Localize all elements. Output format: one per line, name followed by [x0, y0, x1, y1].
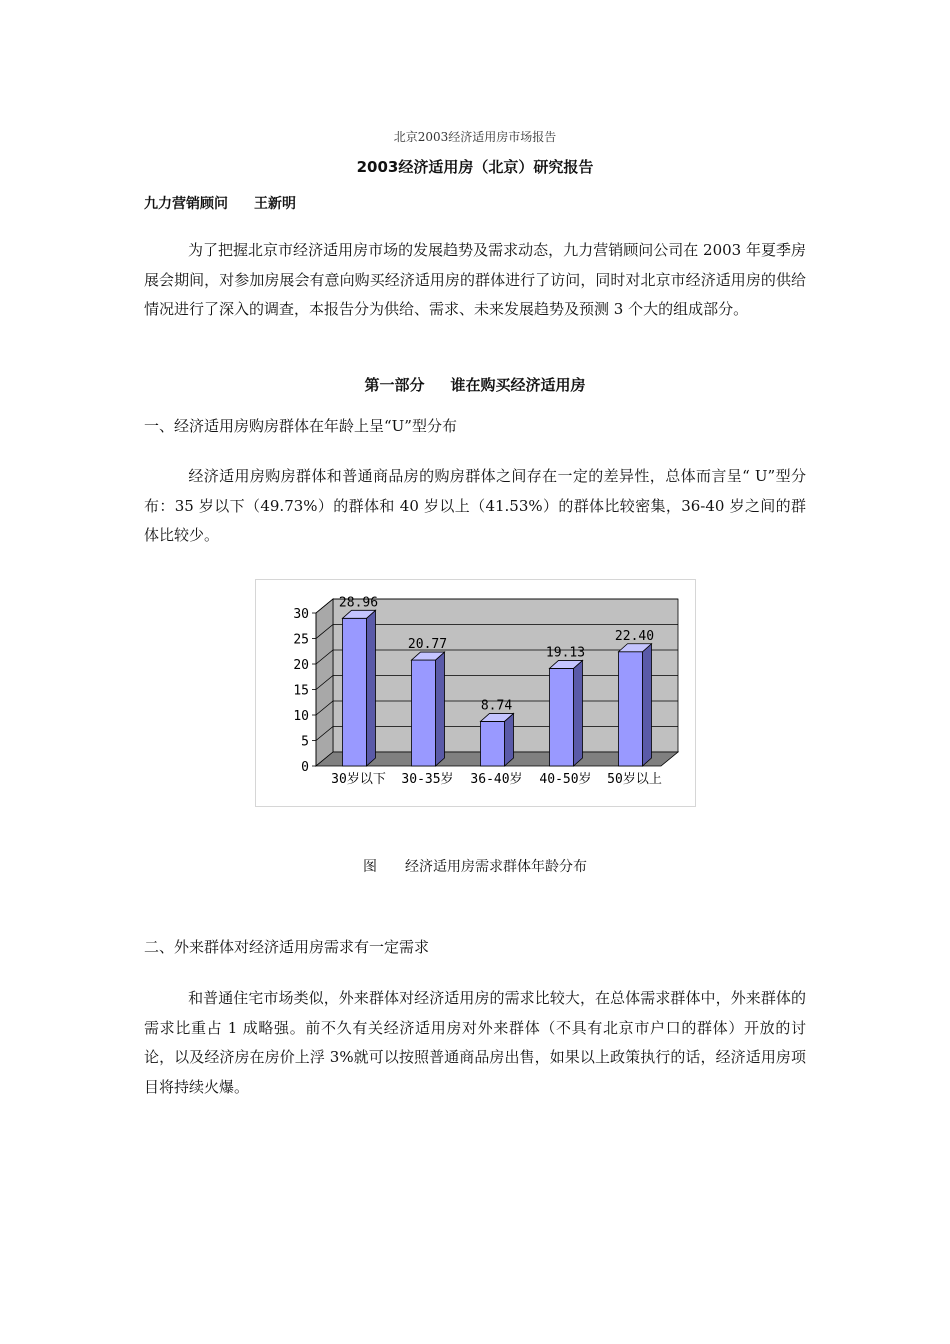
intro-paragraph — [144, 236, 806, 325]
data-label: 20.77 — [407, 637, 448, 653]
section-name: 谁在购买经济适用房 — [450, 376, 586, 394]
data-label: 22.40 — [614, 628, 655, 644]
author-name: 王新明 — [254, 196, 296, 212]
section-part: 第一部分 — [364, 376, 425, 394]
y-tick-label: 10 — [293, 709, 309, 724]
x-tick-label: 40-50岁 — [539, 772, 592, 787]
section-title — [0, 374, 950, 395]
x-tick-label: 30-35岁 — [401, 772, 454, 787]
chart-svg — [256, 580, 695, 806]
age-paragraph — [144, 462, 806, 551]
bar-side — [643, 644, 652, 766]
heading-migrant-demand: 二、外来群体对经济适用房需求有一定需求 — [144, 938, 430, 956]
figure-caption — [0, 856, 950, 876]
caption-text: 经济适用房需求群体年龄分布 — [405, 859, 587, 875]
report-title: 2003经济适用房（北京）研究报告 — [356, 158, 594, 176]
migrant-paragraph-text: 和普通住宅市场类似，外来群体对经济适用房的需求比较大，在总体需求群体中，外来群体的需求比重占 1 成略强。前不久有关经济适用房对外来群体（不具有北京市户口的群体）开放的讨论，以及经济房在房价上浮 3%就可以按照普通商品房出售，如果以上政策执行的话，经济适用房项目将持续火爆。 — [144, 989, 806, 1096]
bar — [481, 721, 505, 766]
y-tick-label: 15 — [293, 683, 309, 699]
bar-side — [367, 610, 376, 766]
data-label: 19.13 — [545, 645, 586, 661]
author-org: 九力营销顾问 — [144, 196, 228, 212]
migrant-paragraph — [144, 984, 806, 1102]
bar — [412, 660, 436, 766]
bar-side — [505, 713, 514, 766]
age-bar-chart — [255, 579, 696, 807]
age-paragraph-text: 经济适用房购房群体和普通商品房的购房群体之间存在一定的差异性，总体而言呈“ U”型分布：35 岁以下（49.73%）的群体和 40 岁以上（41.53%）的群体比较密集，36-40 岁之间的群体比较少。 — [144, 467, 806, 544]
author-line — [144, 193, 296, 213]
page-header: 北京2003经济适用房市场报告 — [393, 130, 557, 144]
y-tick-label: 0 — [301, 760, 309, 775]
bar — [343, 618, 367, 766]
y-tick-label: 20 — [293, 658, 309, 673]
bar-side — [574, 660, 583, 766]
x-tick-label: 36-40岁 — [470, 772, 523, 787]
y-tick-label: 5 — [301, 734, 309, 750]
bar-side — [436, 652, 445, 766]
heading-age-distribution: 一、经济适用房购房群体在年龄上呈“U”型分布 — [144, 417, 457, 435]
intro-text: 为了把握北京市经济适用房市场的发展趋势及需求动态，九力营销顾问公司在 2003 年夏季房展会期间，对参加房展会有意向购买经济适用房的群体进行了访问，同时对北京市经济适用房的供给情况进行了深入的调查，本报告分为供给、需求、未来发展趋势及预测 3 个大的组成部分。 — [144, 241, 806, 318]
y-tick-label: 30 — [293, 607, 309, 622]
x-tick-label: 30岁以下 — [331, 772, 386, 787]
bar — [619, 652, 643, 766]
data-label: 28.96 — [338, 595, 379, 611]
x-tick-label: 50岁以上 — [607, 772, 662, 787]
bar — [550, 668, 574, 766]
data-label: 8.74 — [480, 698, 513, 714]
caption-label: 图 — [363, 859, 377, 875]
y-tick-label: 25 — [293, 632, 309, 648]
